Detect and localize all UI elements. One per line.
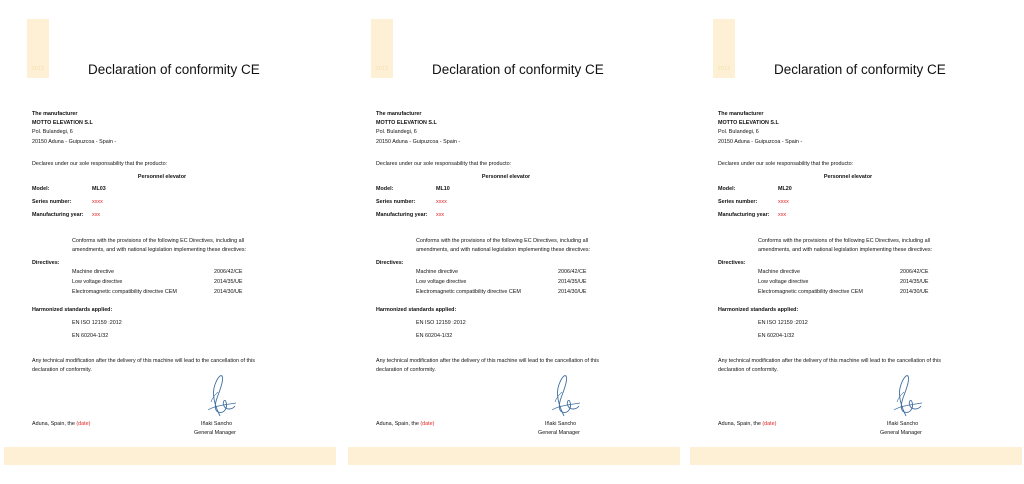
directive-code: 2006/42/CE bbox=[900, 269, 929, 275]
harmonized-label: Harmonized standards applied: bbox=[376, 307, 457, 313]
signing-place bbox=[376, 421, 434, 428]
directive-name: Electromagnetic compatibility directive CEM bbox=[758, 289, 863, 295]
directive-code: 2006/42/CE bbox=[214, 269, 243, 275]
model-label: Model: bbox=[376, 186, 394, 192]
corner-mark: 2012 bbox=[31, 66, 45, 72]
footer-band bbox=[690, 447, 1022, 465]
signer-name: Iñaki Sancho bbox=[201, 421, 233, 427]
model-label: Model: bbox=[32, 186, 50, 192]
directive-code: 2014/30/UE bbox=[900, 289, 929, 295]
modification-line-2: declaration of conformity. bbox=[718, 367, 778, 373]
manufacturer-heading: The manufacturer bbox=[718, 111, 764, 117]
manufacturer-heading: The manufacturer bbox=[32, 111, 78, 117]
modification-line-2: declaration of conformity. bbox=[376, 367, 436, 373]
harmonized-label: Harmonized standards applied: bbox=[718, 307, 799, 313]
standard-item: EN ISO 12159 :2012 bbox=[416, 320, 466, 326]
page-title: Declaration of conformity CE bbox=[774, 62, 946, 77]
date-placeholder: (date) bbox=[76, 421, 91, 427]
directives-label: Directives: bbox=[32, 260, 60, 266]
directive-name: Low voltage directive bbox=[758, 279, 809, 285]
modification-line-1: Any technical modification after the delivery of this machine will lead to the cancellation of this bbox=[32, 358, 255, 364]
conforms-line-1: Conforms with the provisions of the following EC Directives, including all bbox=[416, 238, 588, 244]
directives-label: Directives: bbox=[718, 260, 746, 266]
directive-code: 2014/35/UE bbox=[558, 279, 587, 285]
model-label: Model: bbox=[718, 186, 736, 192]
harmonized-label: Harmonized standards applied: bbox=[32, 307, 113, 313]
year-value: xxx bbox=[92, 212, 101, 218]
address-line-2: 20150 Aduna - Guipuzcoa - Spain - bbox=[718, 139, 803, 145]
signature-image bbox=[548, 372, 582, 418]
address-line-1: Pol. Bulandegi, 6 bbox=[32, 129, 73, 135]
directive-name: Low voltage directive bbox=[416, 279, 467, 285]
declaration-text: Declares under our sole responsability that the producto: bbox=[376, 161, 512, 167]
signer-title: General Manager bbox=[538, 430, 580, 436]
series-value: xxxx bbox=[436, 199, 447, 205]
modification-line-1: Any technical modification after the delivery of this machine will lead to the cancellation of this bbox=[718, 358, 941, 364]
place-text: Aduna, Spain, the bbox=[718, 421, 761, 427]
footer-band bbox=[4, 447, 336, 465]
place-text: Aduna, Spain, the bbox=[32, 421, 75, 427]
address-line-1: Pol. Bulandegi, 6 bbox=[718, 129, 759, 135]
company-name: MOTTO ELEVATION S.L bbox=[718, 120, 779, 126]
conforms-line-2: amendments, and with national legislation implementing these directives: bbox=[72, 247, 247, 253]
signer-title: General Manager bbox=[880, 430, 922, 436]
page-title: Declaration of conformity CE bbox=[88, 62, 260, 77]
directive-name: Electromagnetic compatibility directive CEM bbox=[72, 289, 177, 295]
standard-item: EN 60204-1/32 bbox=[758, 333, 795, 339]
standard-item: EN ISO 12159 :2012 bbox=[758, 320, 808, 326]
conforms-line-1: Conforms with the provisions of the following EC Directives, including all bbox=[72, 238, 244, 244]
directives-label: Directives: bbox=[376, 260, 404, 266]
declaration-page-1 bbox=[4, 0, 340, 484]
declaration-page-2 bbox=[348, 0, 684, 484]
directive-name: Low voltage directive bbox=[72, 279, 123, 285]
standard-item: EN ISO 12159 :2012 bbox=[72, 320, 122, 326]
manufacturer-heading: The manufacturer bbox=[376, 111, 422, 117]
year-label: Manufacturing year: bbox=[32, 212, 84, 218]
declaration-text: Declares under our sole responsability that the producto: bbox=[718, 161, 854, 167]
year-label: Manufacturing year: bbox=[376, 212, 428, 218]
signing-place bbox=[32, 421, 90, 428]
directive-name: Machine directive bbox=[72, 269, 114, 275]
signer-name: Iñaki Sancho bbox=[545, 421, 577, 427]
directive-code: 2014/30/UE bbox=[558, 289, 587, 295]
declaration-page-3 bbox=[690, 0, 1024, 484]
modification-line-1: Any technical modification after the delivery of this machine will lead to the cancellation of this bbox=[376, 358, 599, 364]
year-value: xxx bbox=[436, 212, 445, 218]
directive-name: Electromagnetic compatibility directive CEM bbox=[416, 289, 521, 295]
series-label: Series number: bbox=[376, 199, 416, 205]
date-placeholder: (date) bbox=[420, 421, 435, 427]
directive-code: 2014/35/UE bbox=[214, 279, 243, 285]
year-value: xxx bbox=[778, 212, 787, 218]
series-value: xxxx bbox=[92, 199, 103, 205]
corner-mark: 2012 bbox=[375, 66, 389, 72]
model-value: ML20 bbox=[778, 186, 792, 192]
model-value: ML10 bbox=[436, 186, 450, 192]
standard-item: EN 60204-1/32 bbox=[416, 333, 453, 339]
page-title: Declaration of conformity CE bbox=[432, 62, 604, 77]
product-name: Personnel elevator bbox=[137, 174, 187, 180]
product-name: Personnel elevator bbox=[481, 174, 531, 180]
address-line-1: Pol. Bulandegi, 6 bbox=[376, 129, 417, 135]
place-text: Aduna, Spain, the bbox=[376, 421, 419, 427]
address-line-2: 20150 Aduna - Guipuzcoa - Spain - bbox=[32, 139, 117, 145]
standard-item: EN 60204-1/32 bbox=[72, 333, 109, 339]
signing-place bbox=[718, 421, 776, 428]
modification-line-2: declaration of conformity. bbox=[32, 367, 92, 373]
signer-title: General Manager bbox=[194, 430, 236, 436]
product-name: Personnel elevator bbox=[823, 174, 873, 180]
address-line-2: 20150 Aduna - Guipuzcoa - Spain - bbox=[376, 139, 461, 145]
corner-mark: 2012 bbox=[717, 66, 731, 72]
directive-name: Machine directive bbox=[758, 269, 800, 275]
footer-band bbox=[348, 447, 680, 465]
declaration-text: Declares under our sole responsability that the producto: bbox=[32, 161, 168, 167]
signer-name: Iñaki Sancho bbox=[887, 421, 919, 427]
year-label: Manufacturing year: bbox=[718, 212, 770, 218]
company-name: MOTTO ELEVATION S.L bbox=[32, 120, 93, 126]
series-label: Series number: bbox=[32, 199, 72, 205]
conforms-line-2: amendments, and with national legislation implementing these directives: bbox=[416, 247, 591, 253]
directive-name: Machine directive bbox=[416, 269, 458, 275]
series-value: xxxx bbox=[778, 199, 789, 205]
model-value: ML03 bbox=[92, 186, 106, 192]
directive-code: 2006/42/CE bbox=[558, 269, 587, 275]
directive-code: 2014/35/UE bbox=[900, 279, 929, 285]
directive-code: 2014/30/UE bbox=[214, 289, 243, 295]
conforms-line-2: amendments, and with national legislation implementing these directives: bbox=[758, 247, 933, 253]
company-name: MOTTO ELEVATION S.L bbox=[376, 120, 437, 126]
series-label: Series number: bbox=[718, 199, 758, 205]
signature-image bbox=[204, 372, 238, 418]
date-placeholder: (date) bbox=[762, 421, 777, 427]
signature-image bbox=[890, 372, 924, 418]
conforms-line-1: Conforms with the provisions of the following EC Directives, including all bbox=[758, 238, 930, 244]
